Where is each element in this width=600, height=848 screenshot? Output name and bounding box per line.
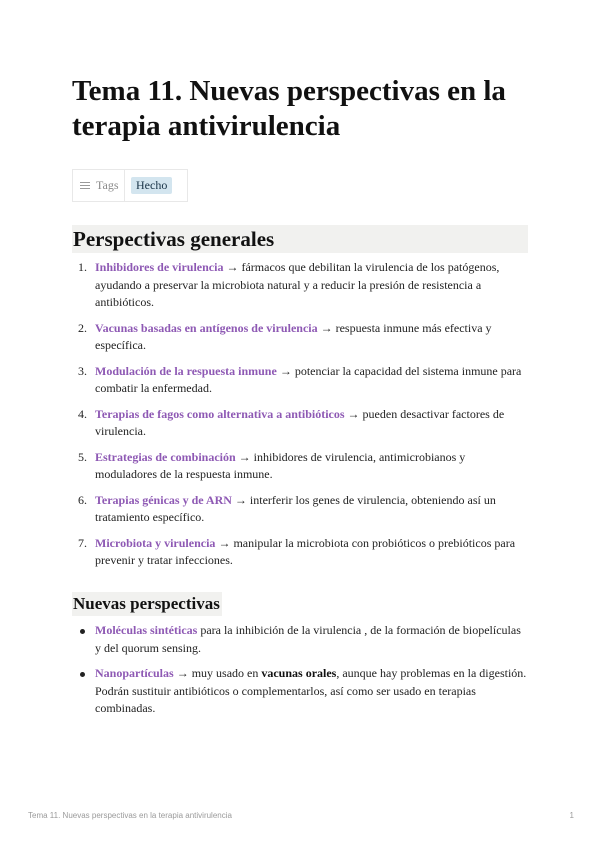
list-item <box>72 492 528 527</box>
tags-label: Tags <box>96 178 119 192</box>
list-number: 6. <box>78 492 87 507</box>
list-item-term: Modulación de la respuesta inmune <box>95 363 277 378</box>
section-heading-new: Nuevas perspectivas <box>72 592 222 616</box>
list-item-text: → potenciar la capacidad del sistema inmune para combatir la enfermedad. <box>95 363 522 395</box>
list-item-term: Terapias de fagos como alternativa a antibióticos <box>95 406 345 421</box>
page-title: Tema 11. Nuevas perspectivas en la terapia antivirulencia <box>72 75 506 142</box>
list-number: 7. <box>78 535 87 550</box>
page-number: 1 <box>569 811 574 820</box>
list-number: 2. <box>78 320 87 335</box>
list-number: 3. <box>78 363 87 378</box>
list-item-text: → pueden desactivar factores de virulencia. <box>95 406 505 438</box>
list-icon <box>80 182 90 190</box>
list-item <box>72 320 528 355</box>
list-item-term: Estrategias de combinación <box>95 449 236 464</box>
list-item <box>72 535 528 570</box>
list-item-term: Microbiota y virulencia <box>95 535 216 550</box>
list-item-text: para la inhibición de la virulencia , de la formación de biopelículas y del quorum sensing. <box>95 623 521 655</box>
list-item <box>72 406 528 441</box>
list-number: 1. <box>78 260 87 274</box>
bullet-icon <box>80 672 85 677</box>
list-item <box>72 363 528 398</box>
list-item <box>72 449 528 484</box>
list-number: 5. <box>78 449 87 464</box>
list-item-text: → fármacos que debilitan la virulencia de los patógenos, ayudando a preservar la microbiota natural y a reducir la presión de resistencia a antibióticos. <box>95 260 500 309</box>
list-item-text: → muy usado en <box>173 666 262 680</box>
bullet-icon <box>80 629 85 634</box>
bullet-list <box>72 622 528 726</box>
section-heading-general: Perspectivas generales <box>72 225 528 253</box>
list-item <box>72 622 528 657</box>
list-item-bold-text: vacunas orales <box>261 666 337 680</box>
list-item-term: Nanopartículas <box>95 666 174 680</box>
list-item-text: → manipular la microbiota con probióticos o prebióticos para prevenir y tratar infecciones. <box>95 535 516 567</box>
numbered-list <box>72 259 528 578</box>
list-item-term: Moléculas sintéticas <box>95 623 198 637</box>
properties-table <box>72 169 188 202</box>
page-footer <box>28 811 574 820</box>
list-item-text: , aunque hay problemas en la digestión. Podrán sustituir antibióticos o complementarlos, así como ser usado en terapias combinadas. <box>95 666 527 715</box>
list-item-term: Vacunas basadas en antígenos de virulencia <box>95 320 318 335</box>
tag-badge[interactable]: Hecho <box>131 177 172 194</box>
list-item-text: → inhibidores de virulencia, antimicrobianos y moduladores de la respuesta inmune. <box>95 449 466 481</box>
list-item-text: → respuesta inmune más efectiva y específica. <box>95 320 492 352</box>
footer-title: Tema 11. Nuevas perspectivas en la terapia antivirulencia <box>28 811 232 820</box>
list-number: 4. <box>78 406 87 421</box>
list-item-term: Terapias génicas y de ARN <box>95 492 232 507</box>
list-item-text: → interferir los genes de virulencia, obteniendo así un tratamiento específico. <box>95 492 496 524</box>
list-item <box>72 665 528 718</box>
tags-property-value <box>125 170 172 201</box>
list-item <box>72 259 528 312</box>
tags-property-label <box>73 170 125 201</box>
list-item-term: Inhibidores de virulencia <box>95 260 224 274</box>
